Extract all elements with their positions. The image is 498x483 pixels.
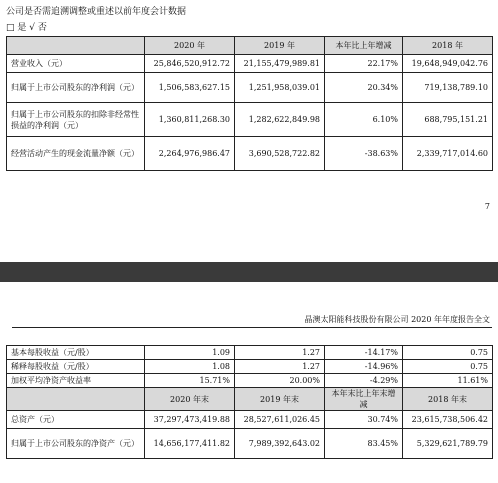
table-row	[7, 103, 493, 137]
row-label: 基本每股收益（元/股）	[7, 346, 145, 360]
cell-2019: 1,282,622,849.98	[235, 103, 325, 137]
cell-2019: 28,527,611,026.45	[235, 411, 325, 429]
header-blank	[7, 37, 145, 55]
header-blank	[7, 388, 145, 411]
cell-change: -38.63%	[325, 137, 403, 171]
header-2020: 2020 年	[145, 37, 235, 55]
cell-2019: 3,690,528,722.82	[235, 137, 325, 171]
cell-2020: 15.71%	[145, 374, 235, 388]
cell-2020: 37,297,473,419.88	[145, 411, 235, 429]
cell-2018: 23,615,738,506.42	[403, 411, 493, 429]
cell-change: 20.34%	[325, 73, 403, 103]
row-label: 总资产（元）	[7, 411, 145, 429]
cell-2018: 0.75	[403, 346, 493, 360]
cell-2020: 14,656,177,411.82	[145, 429, 235, 459]
cell-2020: 25,846,520,912.72	[145, 55, 235, 73]
header-2018: 2018 年	[403, 37, 493, 55]
cell-2019: 21,155,479,989.81	[235, 55, 325, 73]
header-change: 本年末比上年末增减	[325, 388, 403, 411]
cell-change: 22.17%	[325, 55, 403, 73]
cell-2018: 688,795,151.21	[403, 103, 493, 137]
cell-change: -4.29%	[325, 374, 403, 388]
financial-table-1	[6, 36, 493, 171]
table-row	[7, 411, 493, 429]
cell-2018: 11.61%	[403, 374, 493, 388]
row-label: 归属于上市公司股东的净资产（元）	[7, 429, 145, 459]
cell-2020: 1,360,811,268.30	[145, 103, 235, 137]
cell-2019: 7,989,392,643.02	[235, 429, 325, 459]
cell-2020: 2,264,976,986.47	[145, 137, 235, 171]
cell-2018: 19,648,949,042.76	[403, 55, 493, 73]
row-label: 加权平均净资产收益率	[7, 374, 145, 388]
table-row	[7, 137, 493, 171]
cell-2018: 0.75	[403, 360, 493, 374]
header-2019: 2019 年	[235, 37, 325, 55]
cell-change: -14.96%	[325, 360, 403, 374]
cell-2019: 1.27	[235, 346, 325, 360]
cell-change: 83.45%	[325, 429, 403, 459]
cell-2020: 1,506,583,627.15	[145, 73, 235, 103]
row-label: 经营活动产生的现金流量净额（元）	[7, 137, 145, 171]
page-number: 7	[484, 202, 490, 211]
financial-table-2	[6, 345, 493, 459]
cell-change: 6.10%	[325, 103, 403, 137]
cell-2019: 20.00%	[235, 374, 325, 388]
cell-2018: 5,329,621,789.79	[403, 429, 493, 459]
table-row	[7, 360, 493, 374]
header-2019-end: 2019 年末	[235, 388, 325, 411]
cell-change: 30.74%	[325, 411, 403, 429]
table-row	[7, 429, 493, 459]
cell-2019: 1,251,958,039.01	[235, 73, 325, 103]
table-row	[7, 346, 493, 360]
page-separator	[0, 262, 498, 282]
cell-2019: 1.27	[235, 360, 325, 374]
row-label: 归属于上市公司股东的净利润（元）	[7, 73, 145, 103]
cell-2018: 2,339,717,014.60	[403, 137, 493, 171]
header-2020-end: 2020 年末	[145, 388, 235, 411]
row-label: 营业收入（元）	[7, 55, 145, 73]
cell-2020: 1.08	[145, 360, 235, 374]
yes-no-answer: □ 是 √ 否	[6, 23, 47, 33]
header-rule	[12, 327, 492, 328]
table-row	[7, 55, 493, 73]
header-change: 本年比上年增减	[325, 37, 403, 55]
cell-2020: 1.09	[145, 346, 235, 360]
table-row	[7, 374, 493, 388]
cell-2018: 719,138,789.10	[403, 73, 493, 103]
row-label: 归属于上市公司股东的扣除非经常性损益的净利润（元）	[7, 103, 145, 137]
question-text: 公司是否需追溯调整或重述以前年度会计数据	[6, 7, 187, 17]
cell-change: -14.17%	[325, 346, 403, 360]
report-title: 晶澳太阳能科技股份有限公司 2020 年年度报告全文	[304, 315, 490, 324]
row-label: 稀释每股收益（元/股）	[7, 360, 145, 374]
header-2018-end: 2018 年末	[403, 388, 493, 411]
table-row	[7, 73, 493, 103]
